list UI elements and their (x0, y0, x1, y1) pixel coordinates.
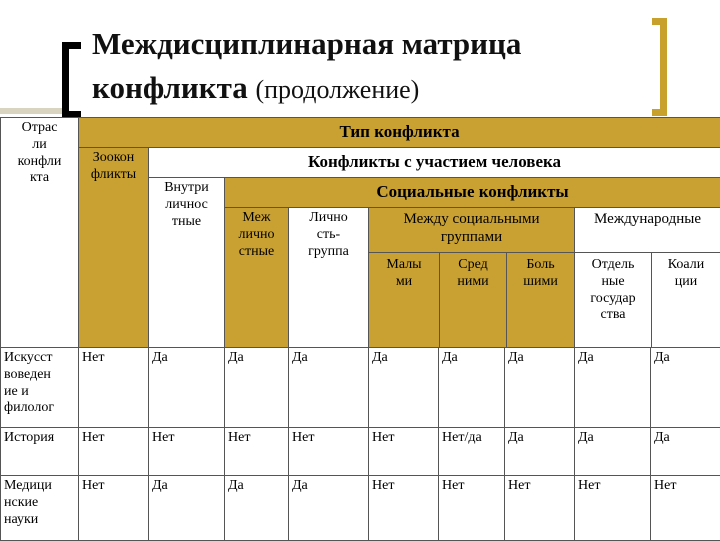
table-cell: Нет (369, 428, 439, 476)
table-cell: Нет (79, 428, 149, 476)
header-bg-line: Между социальными (371, 210, 572, 228)
header-pg-line: группа (292, 244, 365, 261)
header-international-block (575, 208, 720, 348)
row-name-line: науки (4, 512, 75, 529)
row-name-line: История (4, 430, 75, 447)
table-cell: Да (651, 428, 720, 476)
header-coalitions (652, 253, 720, 347)
table-cell: Нет (575, 476, 651, 541)
header-branch-line: кта (4, 170, 75, 187)
table-row (1, 428, 720, 476)
header-large-line: Боль (507, 257, 574, 274)
header-branch-line: ли (4, 137, 75, 154)
table-cell: Да (225, 476, 289, 541)
header-intra-line: личнос (152, 197, 221, 214)
conflict-matrix-table (0, 117, 720, 541)
table-cell: Нет (79, 476, 149, 541)
header-human-conflicts: Конфликты с участием человека (149, 148, 720, 178)
header-inter-line: лично (228, 227, 285, 244)
header-small-line: ми (369, 274, 439, 291)
right-bracket-decoration (652, 18, 667, 116)
header-branch (1, 118, 79, 348)
header-medium-line: Сред (440, 257, 506, 274)
table-cell: Да (149, 348, 225, 428)
header-pg-line: Лично (292, 210, 365, 227)
header-states-line: государ (575, 291, 651, 308)
table-cell: Нет (289, 428, 369, 476)
row-name-line: Искусст (4, 350, 75, 367)
table-row (1, 476, 720, 541)
row-name-line: ие и (4, 384, 75, 401)
table-cell: Нет (369, 476, 439, 541)
header-small-line: Малы (369, 257, 439, 274)
header-separate-states (575, 253, 652, 347)
header-social-conflicts: Социальные конфликты (225, 178, 720, 208)
table-cell: Да (225, 348, 289, 428)
header-states-line: Отдель (575, 257, 651, 274)
header-large-groups (507, 253, 574, 347)
header-intrapersonal (149, 178, 225, 348)
title-line-1: Междисциплинарная матрица (92, 26, 521, 62)
header-bg-line: группами (371, 228, 572, 246)
title-subtitle-part: (продолжение) (255, 75, 419, 104)
table-cell: Нет/да (439, 428, 505, 476)
table-cell: Нет (439, 476, 505, 541)
table-cell: Да (505, 428, 575, 476)
title-line-2 (92, 70, 419, 106)
header-large-line: шими (507, 274, 574, 291)
table-cell: Да (575, 348, 651, 428)
header-zoo-conflicts (79, 148, 149, 348)
header-medium-line: ними (440, 274, 506, 291)
row-name-line: нские (4, 495, 75, 512)
header-inter-line: стные (228, 244, 285, 261)
header-group-size-row (369, 253, 574, 347)
header-between-groups (369, 208, 574, 253)
table-cell: Нет (225, 428, 289, 476)
header-states-line: ства (575, 307, 651, 324)
table-cell: Да (439, 348, 505, 428)
table-cell: Нет (149, 428, 225, 476)
row-name-line: воведен (4, 367, 75, 384)
row-name-cell (1, 348, 79, 428)
row-name-cell (1, 428, 79, 476)
header-between-groups-block (369, 208, 575, 348)
table-cell: Да (505, 348, 575, 428)
table-cell: Да (289, 348, 369, 428)
header-intra-line: Внутри (152, 180, 221, 197)
table-cell: Да (369, 348, 439, 428)
header-branch-line: Отрас (4, 120, 75, 137)
header-inter-line: Меж (228, 210, 285, 227)
header-medium-groups (440, 253, 507, 347)
header-conflict-type: Тип конфликта (79, 118, 720, 148)
table-cell: Да (289, 476, 369, 541)
row-name-cell (1, 476, 79, 541)
header-pg-line: сть- (292, 227, 365, 244)
header-coalitions-line: ции (652, 274, 720, 291)
table-cell: Нет (505, 476, 575, 541)
header-coalitions-line: Коали (652, 257, 720, 274)
table-cell: Нет (79, 348, 149, 428)
header-international-sub-row (575, 253, 720, 347)
table-cell: Да (575, 428, 651, 476)
header-zoo-line: фликты (82, 167, 145, 184)
row-name-line: Медици (4, 478, 75, 495)
table-cell: Да (149, 476, 225, 541)
header-person-group (289, 208, 369, 348)
decorative-line (0, 108, 62, 114)
table-cell: Нет (651, 476, 720, 541)
header-states-line: ные (575, 274, 651, 291)
table-cell: Да (651, 348, 720, 428)
title-bold-part: конфликта (92, 70, 248, 105)
header-zoo-line: Зоокон (82, 150, 145, 167)
header-intra-line: тные (152, 214, 221, 231)
header-international: Международные (575, 208, 720, 253)
table-row (1, 348, 720, 428)
left-bracket-decoration (62, 42, 81, 118)
header-branch-line: конфли (4, 154, 75, 171)
header-interpersonal (225, 208, 289, 348)
header-small-groups (369, 253, 440, 347)
slide-title-area (0, 0, 720, 120)
row-name-line: филолог (4, 400, 75, 417)
